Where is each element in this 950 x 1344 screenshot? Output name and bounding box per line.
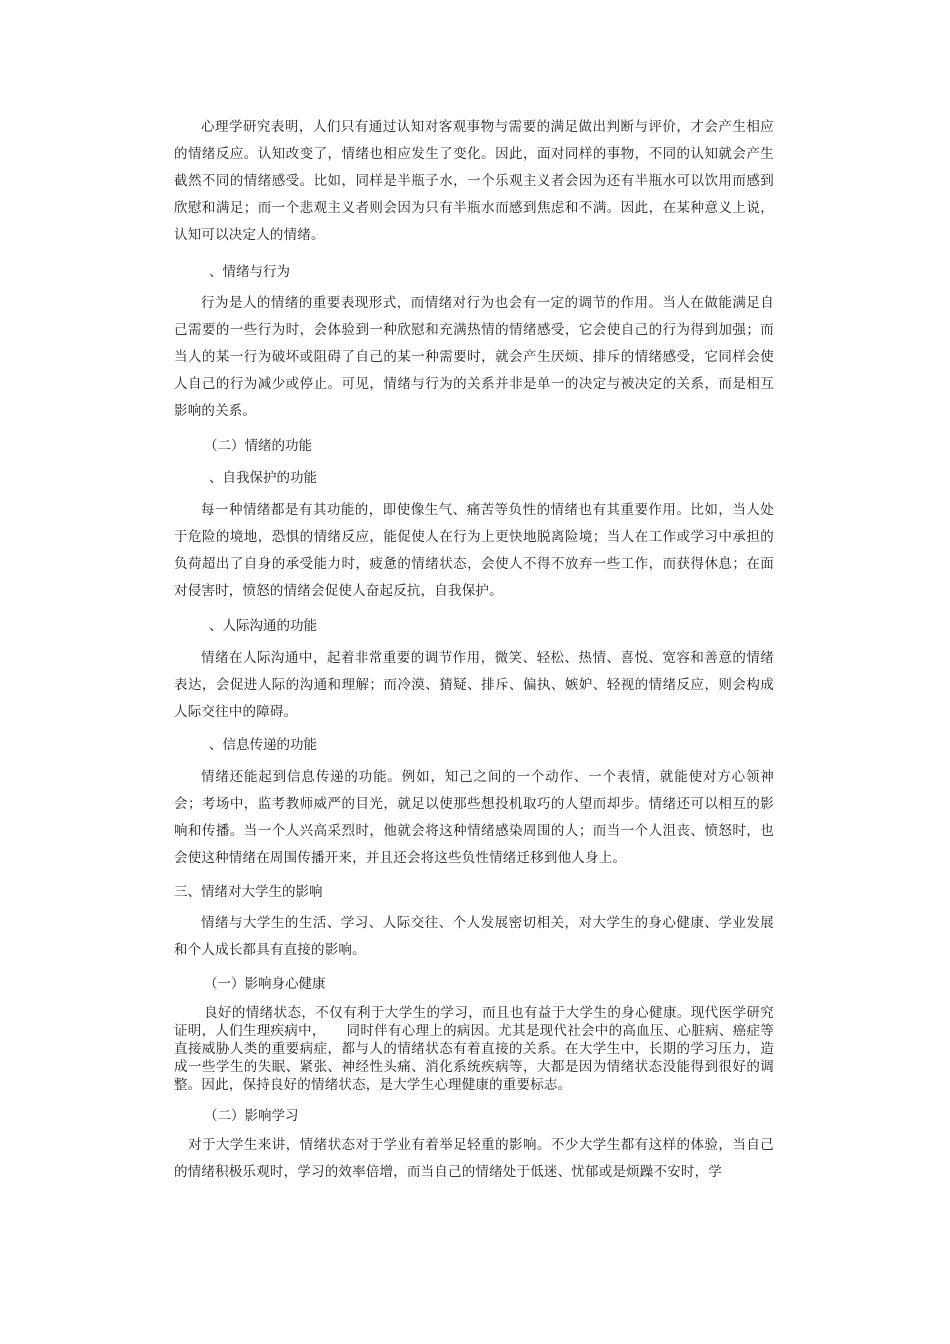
heading-information: 、信息传递的功能 xyxy=(209,737,317,753)
heading-emotion-behavior: 、情绪与行为 xyxy=(209,264,290,280)
paragraph-influence: 情绪与大学生的生活、学习、人际交往、个人发展密切相关，对大学生的身心健康、学业发展和个人成长都具有直接的影响。 xyxy=(174,915,774,958)
paragraph-behavior: 行为是人的情绪的重要表现形式，而情绪对行为也会有一定的调节的作用。当人在做能满足自己需要的一些行为时，会体验到一种欣慰和充满热情的情绪感受，它会使自己的行为得到加强；而当人的某一行为破坏或阻碍了自己的某一种需要时，就会产生厌烦、排斥的情绪感受，它同样会使人自己的行为减少或停止。可见，情绪与行为的关系并非是单一的决定与被决定的关系，而是相互影响的关系。 xyxy=(174,295,774,419)
paragraph-health: 良好的情绪状态，不仅有利于大学生的学习，而且也有益于大学生的身心健康。现代医学研究证明，人们生理疾病中， 同时伴有心理上的病因。尤其是现代社会中的高血压、心脏病、癌症等直接威胁人类的重要病症，都与人的情绪状态有着直接的关系。在大学生中，长期的学习压力，造成一些学生的失眠、紧张、神经性头痛、消化系统疾病等，大都是因为情绪状态没能得到很好的调整。因此，保持良好的情绪状态，是大学生心理健康的重要标志。 xyxy=(174,1005,774,1093)
paragraph-cognition: 心理学研究表明，人们只有通过认知对客观事物与需要的满足做出判断与评价，才会产生相应的情绪反应。认知改变了，情绪也相应发生了变化。因此，面对同样的事物，不同的认知就会产生截然不同的情绪感受。比如，同样是半瓶子水，一个乐观主义者会因为还有半瓶水可以饮用而感到欣慰和满足；而一个悲观主义者则会因为只有半瓶水而感到焦虑和不满。因此，在某种意义上说，认知可以决定人的情绪。 xyxy=(174,119,774,243)
heading-influence-on-students: 三、情绪对大学生的影响 xyxy=(174,884,323,900)
heading-interpersonal: 、人际沟通的功能 xyxy=(209,618,317,634)
heading-self-protection: 、自我保护的功能 xyxy=(209,470,317,486)
paragraph-interpersonal: 情绪在人际沟通中，起着非常重要的调节作用，微笑、轻松、热情、喜悦、宽容和善意的情绪表达，会促进人际的沟通和理解；而冷漠、猜疑、排斥、偏执、嫉妒、轻视的情绪反应，则会构成人际交往中的障碍。 xyxy=(174,650,774,720)
paragraph-information: 情绪还能起到信息传递的功能。例如，知己之间的一个动作、一个表情，就能使对方心领神会；考场中，监考教师威严的目光，就足以使那些想投机取巧的人望而却步。情绪还可以相互的影响和传播。当一个人兴高采烈时，他就会将这种情绪感染周围的人；而当一个人沮丧、愤怒时，也会使这种情绪在周围传播开来，并且还会将这些负性情绪迁移到他人身上。 xyxy=(174,769,774,866)
paragraph-self-protection: 每一种情绪都是有其功能的，即使像生气、痛苦等负性的情绪也有其重要作用。比如，当人处于危险的境地，恐惧的情绪反应，能促使人在行为上更快地脱离险境；当人在工作或学习中承担的负荷超出了自身的承受能力时，疲惫的情绪状态，会使人不得不放弃一些工作，而获得休息；在面对侵害时，愤怒的情绪会促使人奋起反抗，自我保护。 xyxy=(174,502,774,599)
paragraph-study: 对于大学生来讲，情绪状态对于学业有着举足轻重的影响。不少大学生都有这样的体验，当自己的情绪积极乐观时，学习的效率倍增，而当自己的情绪处于低迷、忧郁或是烦躁不安时，学 xyxy=(174,1137,774,1180)
heading-emotion-functions: （二）情绪的功能 xyxy=(204,438,312,454)
heading-study: （二）影响学习 xyxy=(204,1108,299,1124)
heading-health: （一）影响身心健康 xyxy=(204,976,326,992)
